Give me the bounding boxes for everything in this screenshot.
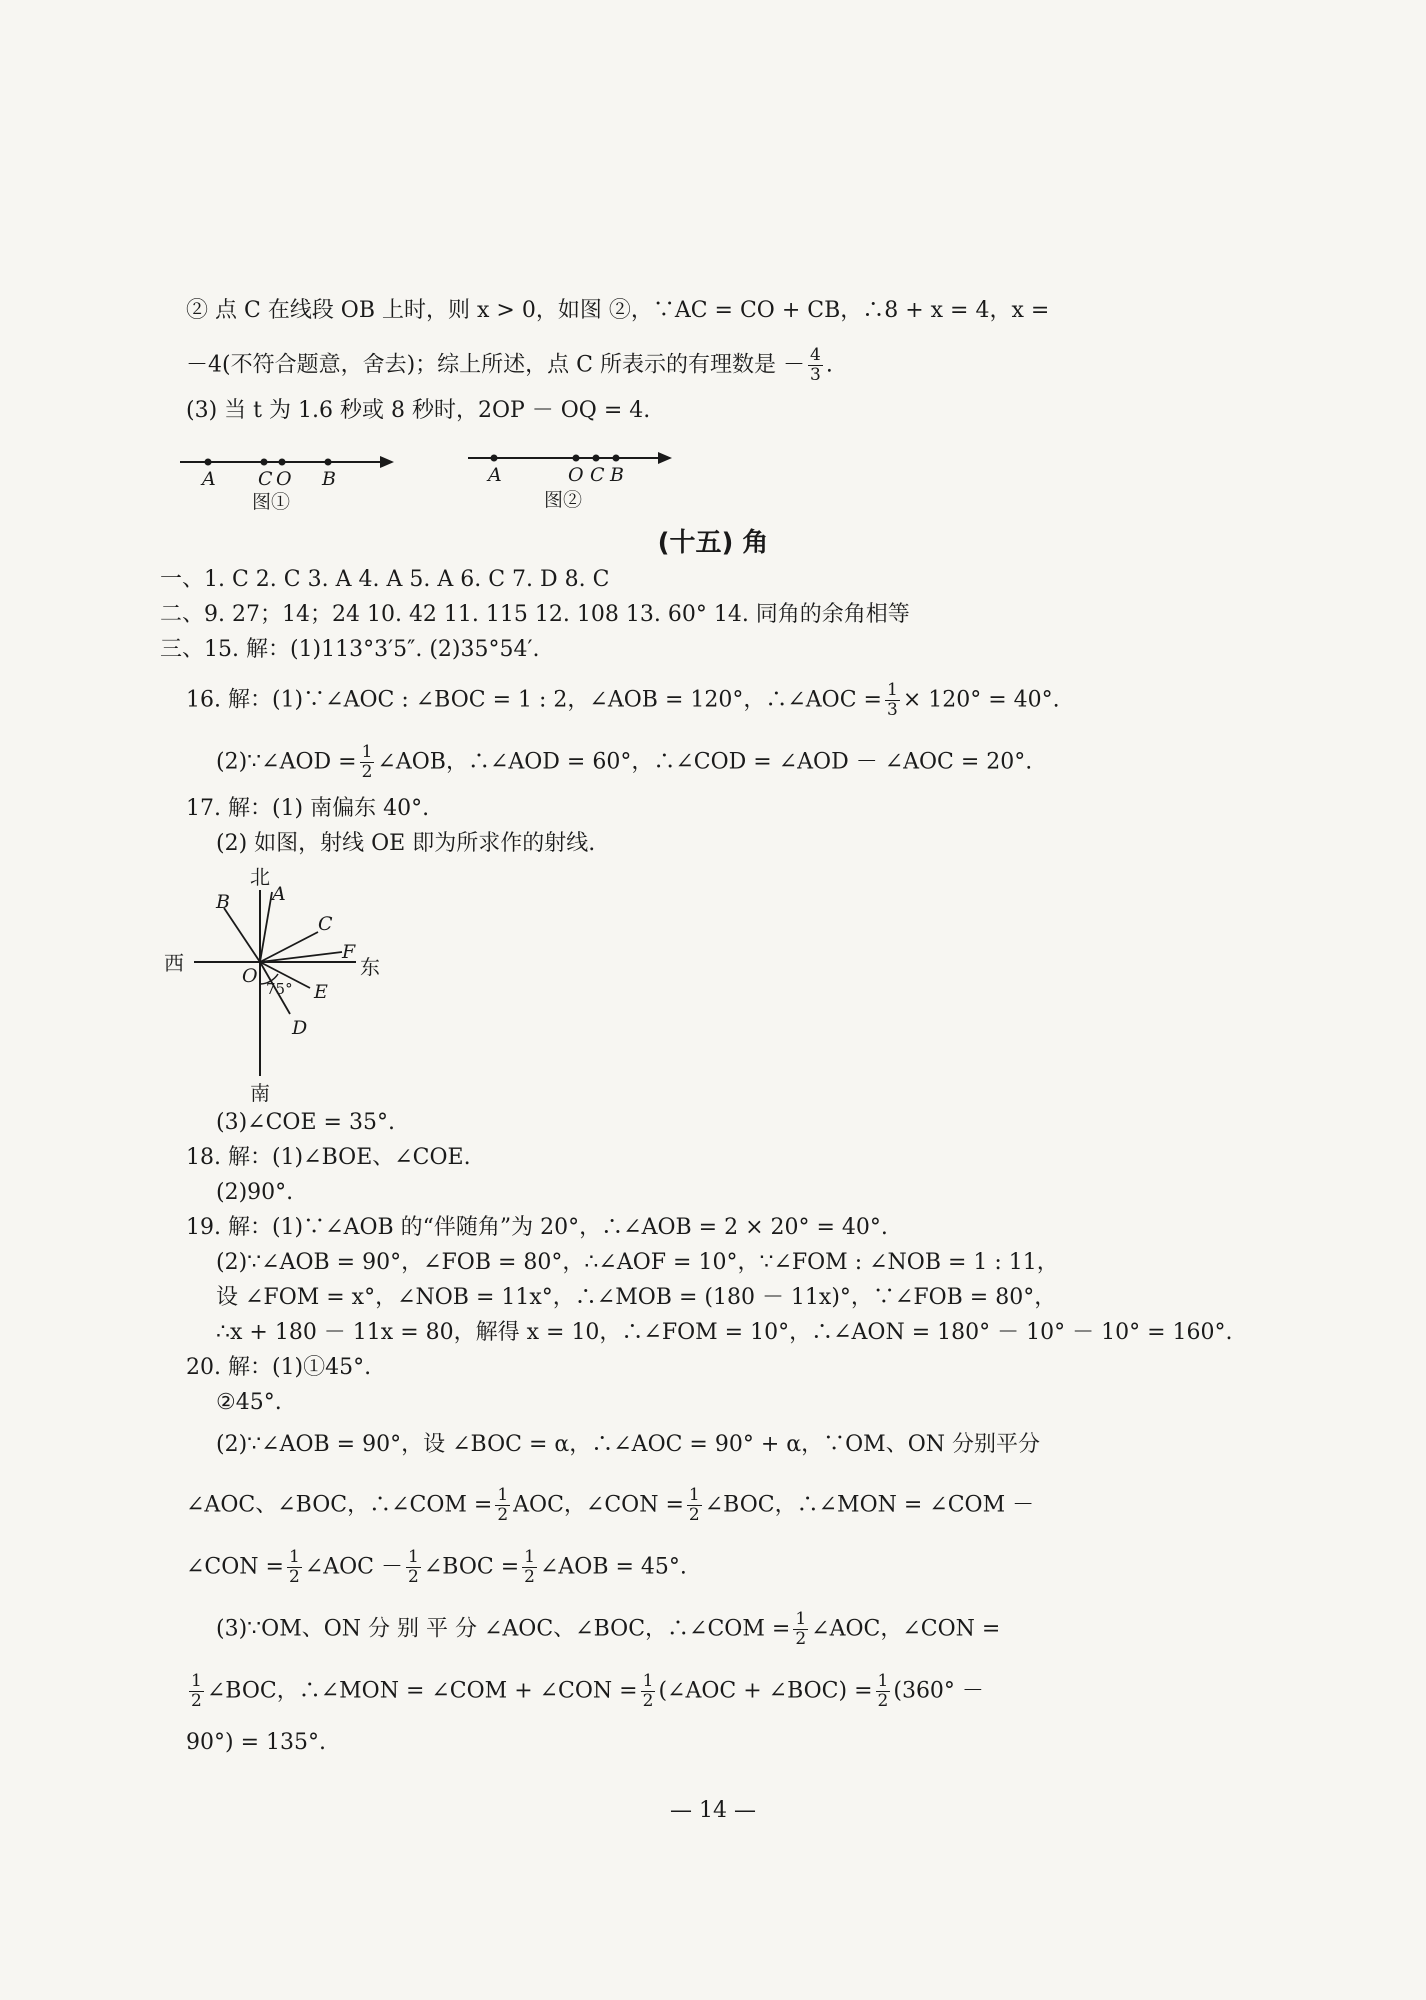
- fraction: $\frac{1}{2}$: [877, 1671, 889, 1711]
- point-label: C: [590, 464, 605, 486]
- number-line-figure-2: [468, 440, 688, 510]
- text-line: 二、9. 27；14；24 10. 42 11. 115 12. 108 13. 60° 14. 同角的余角相等: [160, 602, 910, 627]
- text-fragment: －4(不符合题意，舍去)；综上所述，点 C 所表示的有理数是 －: [186, 352, 805, 378]
- text-line: 一、1. C 2. C 3. A 4. A 5. A 6. C 7. D 8. C: [160, 567, 610, 592]
- direction-west: 西: [164, 951, 184, 975]
- text-line: (2) 如图，射线 OE 即为所求作的射线.: [216, 831, 596, 856]
- text-line: 16. 解：(1)∵∠AOC : ∠BOC = 1 : 2，∠AOB = 120°，∴∠AOC = $\frac{1}{3}$ × 120° = 40°.: [186, 680, 1060, 720]
- fraction: $\frac{1}{2}$: [288, 1547, 300, 1587]
- text-line: (2)90°.: [216, 1180, 294, 1205]
- fraction: $\frac{1}{2}$: [524, 1547, 535, 1587]
- text-line: (3) 当 t 为 1.6 秒或 8 秒时，2OP － OQ = 4.: [186, 398, 651, 423]
- fraction: $\frac{1}{3}$: [886, 680, 898, 720]
- fraction: $\frac{1}{2}$: [642, 1671, 654, 1711]
- compass-diagram: [160, 862, 420, 1104]
- point-label: C: [258, 468, 273, 490]
- direction-north: 北: [250, 865, 270, 889]
- text-line: 设 ∠FOM = x°，∠NOB = 11x°，∴∠MOB = (180 － 11x)°，∵∠FOB = 80°，: [216, 1285, 1057, 1310]
- point-label: B: [322, 468, 336, 490]
- text-line: ②45°.: [216, 1390, 282, 1415]
- text-line: 90°) = 135°.: [186, 1730, 326, 1755]
- fraction: $\frac{1}{2}$: [191, 1671, 202, 1711]
- fraction: $\frac{1}{2}$: [688, 1485, 700, 1525]
- ray-label-d: D: [292, 1017, 308, 1039]
- ray-label-b: B: [216, 891, 230, 913]
- text-line: [186, 346, 833, 385]
- text-line: (2)∵∠AOB = 90°，∠FOB = 80°，∴∠AOF = 10°，∵∠FOM : ∠NOB = 1 : 11，: [216, 1250, 1059, 1275]
- fraction: $\frac{1}{2}$: [497, 1485, 509, 1525]
- text-line: ∠AOC、∠BOC，∴∠COM = $\frac{1}{2}$ AOC，∠CON = $\frac{1}{2}$ ∠BOC，∴∠MON = ∠COM －: [186, 1485, 1035, 1525]
- text-line: $\frac{1}{2}$ ∠BOC，∴∠MON = ∠COM + ∠CON = $\frac{1}{2}$ (∠AOC + ∠BOC) = $\frac{1}{2}$ (360° －: [191, 1671, 984, 1711]
- ray-label-c: C: [318, 913, 333, 935]
- ray-label-a: A: [272, 883, 286, 905]
- point-label: A: [202, 468, 216, 490]
- figure-caption: 图①: [252, 491, 291, 513]
- ray-label-e: E: [314, 981, 328, 1003]
- ray-label-f: F: [342, 941, 356, 963]
- number-line-figure-1: [180, 444, 400, 514]
- text-line: 19. 解：(1)∵∠AOB 的“伴随角”为 20°，∴∠AOB = 2 × 20° = 40°.: [186, 1215, 888, 1240]
- text-line: 三、15. 解：(1)113°3′5″. (2)35°54′.: [160, 637, 540, 662]
- point-label: O: [276, 468, 292, 490]
- text-line: (2)∵∠AOD = $\frac{1}{2}$ ∠AOB，∴∠AOD = 60°，∴∠COD = ∠AOD － ∠AOC = 20°.: [216, 742, 1033, 782]
- direction-east: 东: [360, 955, 380, 979]
- origin-label: O: [242, 965, 258, 987]
- direction-south: 南: [250, 1081, 270, 1105]
- text-line: (3)∵OM、ON 分 别 平 分 ∠AOC、∠BOC，∴∠COM = $\frac{1}{2}$ ∠AOC，∠CON =: [216, 1609, 1001, 1649]
- text-line: ∴x + 180 － 11x = 80，解得 x = 10，∴∠FOM = 10°，∴∠AON = 180° － 10° － 10° = 160°.: [216, 1320, 1233, 1345]
- text-line: ∠CON = $\frac{1}{2}$ ∠AOC － $\frac{1}{2}$ ∠BOC = $\frac{1}{2}$ ∠AOB = 45°.: [186, 1547, 687, 1587]
- text-line: 17. 解：(1) 南偏东 40°.: [186, 796, 430, 821]
- point-label: A: [488, 464, 502, 486]
- text-line: (2)∵∠AOB = 90°，设 ∠BOC = α，∴∠AOC = 90° + α，∵OM、ON 分别平分: [216, 1432, 1040, 1457]
- fraction: $\frac{1}{2}$: [408, 1547, 419, 1587]
- figure-caption: 图②: [544, 489, 583, 511]
- text-fragment: .: [825, 352, 833, 378]
- text-line: ② 点 C 在线段 OB 上时，则 x > 0，如图 ②，∵AC = CO + CB，∴8 + x = 4，x =: [186, 298, 1050, 323]
- page-number: — 14 —: [670, 1798, 756, 1823]
- text-line: (3)∠COE = 35°.: [216, 1110, 395, 1135]
- fraction: $\frac{1}{2}$: [361, 742, 373, 782]
- fraction: $\frac{4}{3}$: [809, 345, 821, 385]
- point-label: O: [568, 464, 584, 486]
- text-line: 20. 解：(1)①45°.: [186, 1355, 372, 1380]
- angle-label: 75°: [266, 980, 293, 998]
- fraction: $\frac{1}{2}$: [795, 1609, 807, 1649]
- point-label: B: [610, 464, 624, 486]
- section-heading: (十五) 角: [657, 528, 769, 558]
- text-line: 18. 解：(1)∠BOE、∠COE.: [186, 1145, 471, 1170]
